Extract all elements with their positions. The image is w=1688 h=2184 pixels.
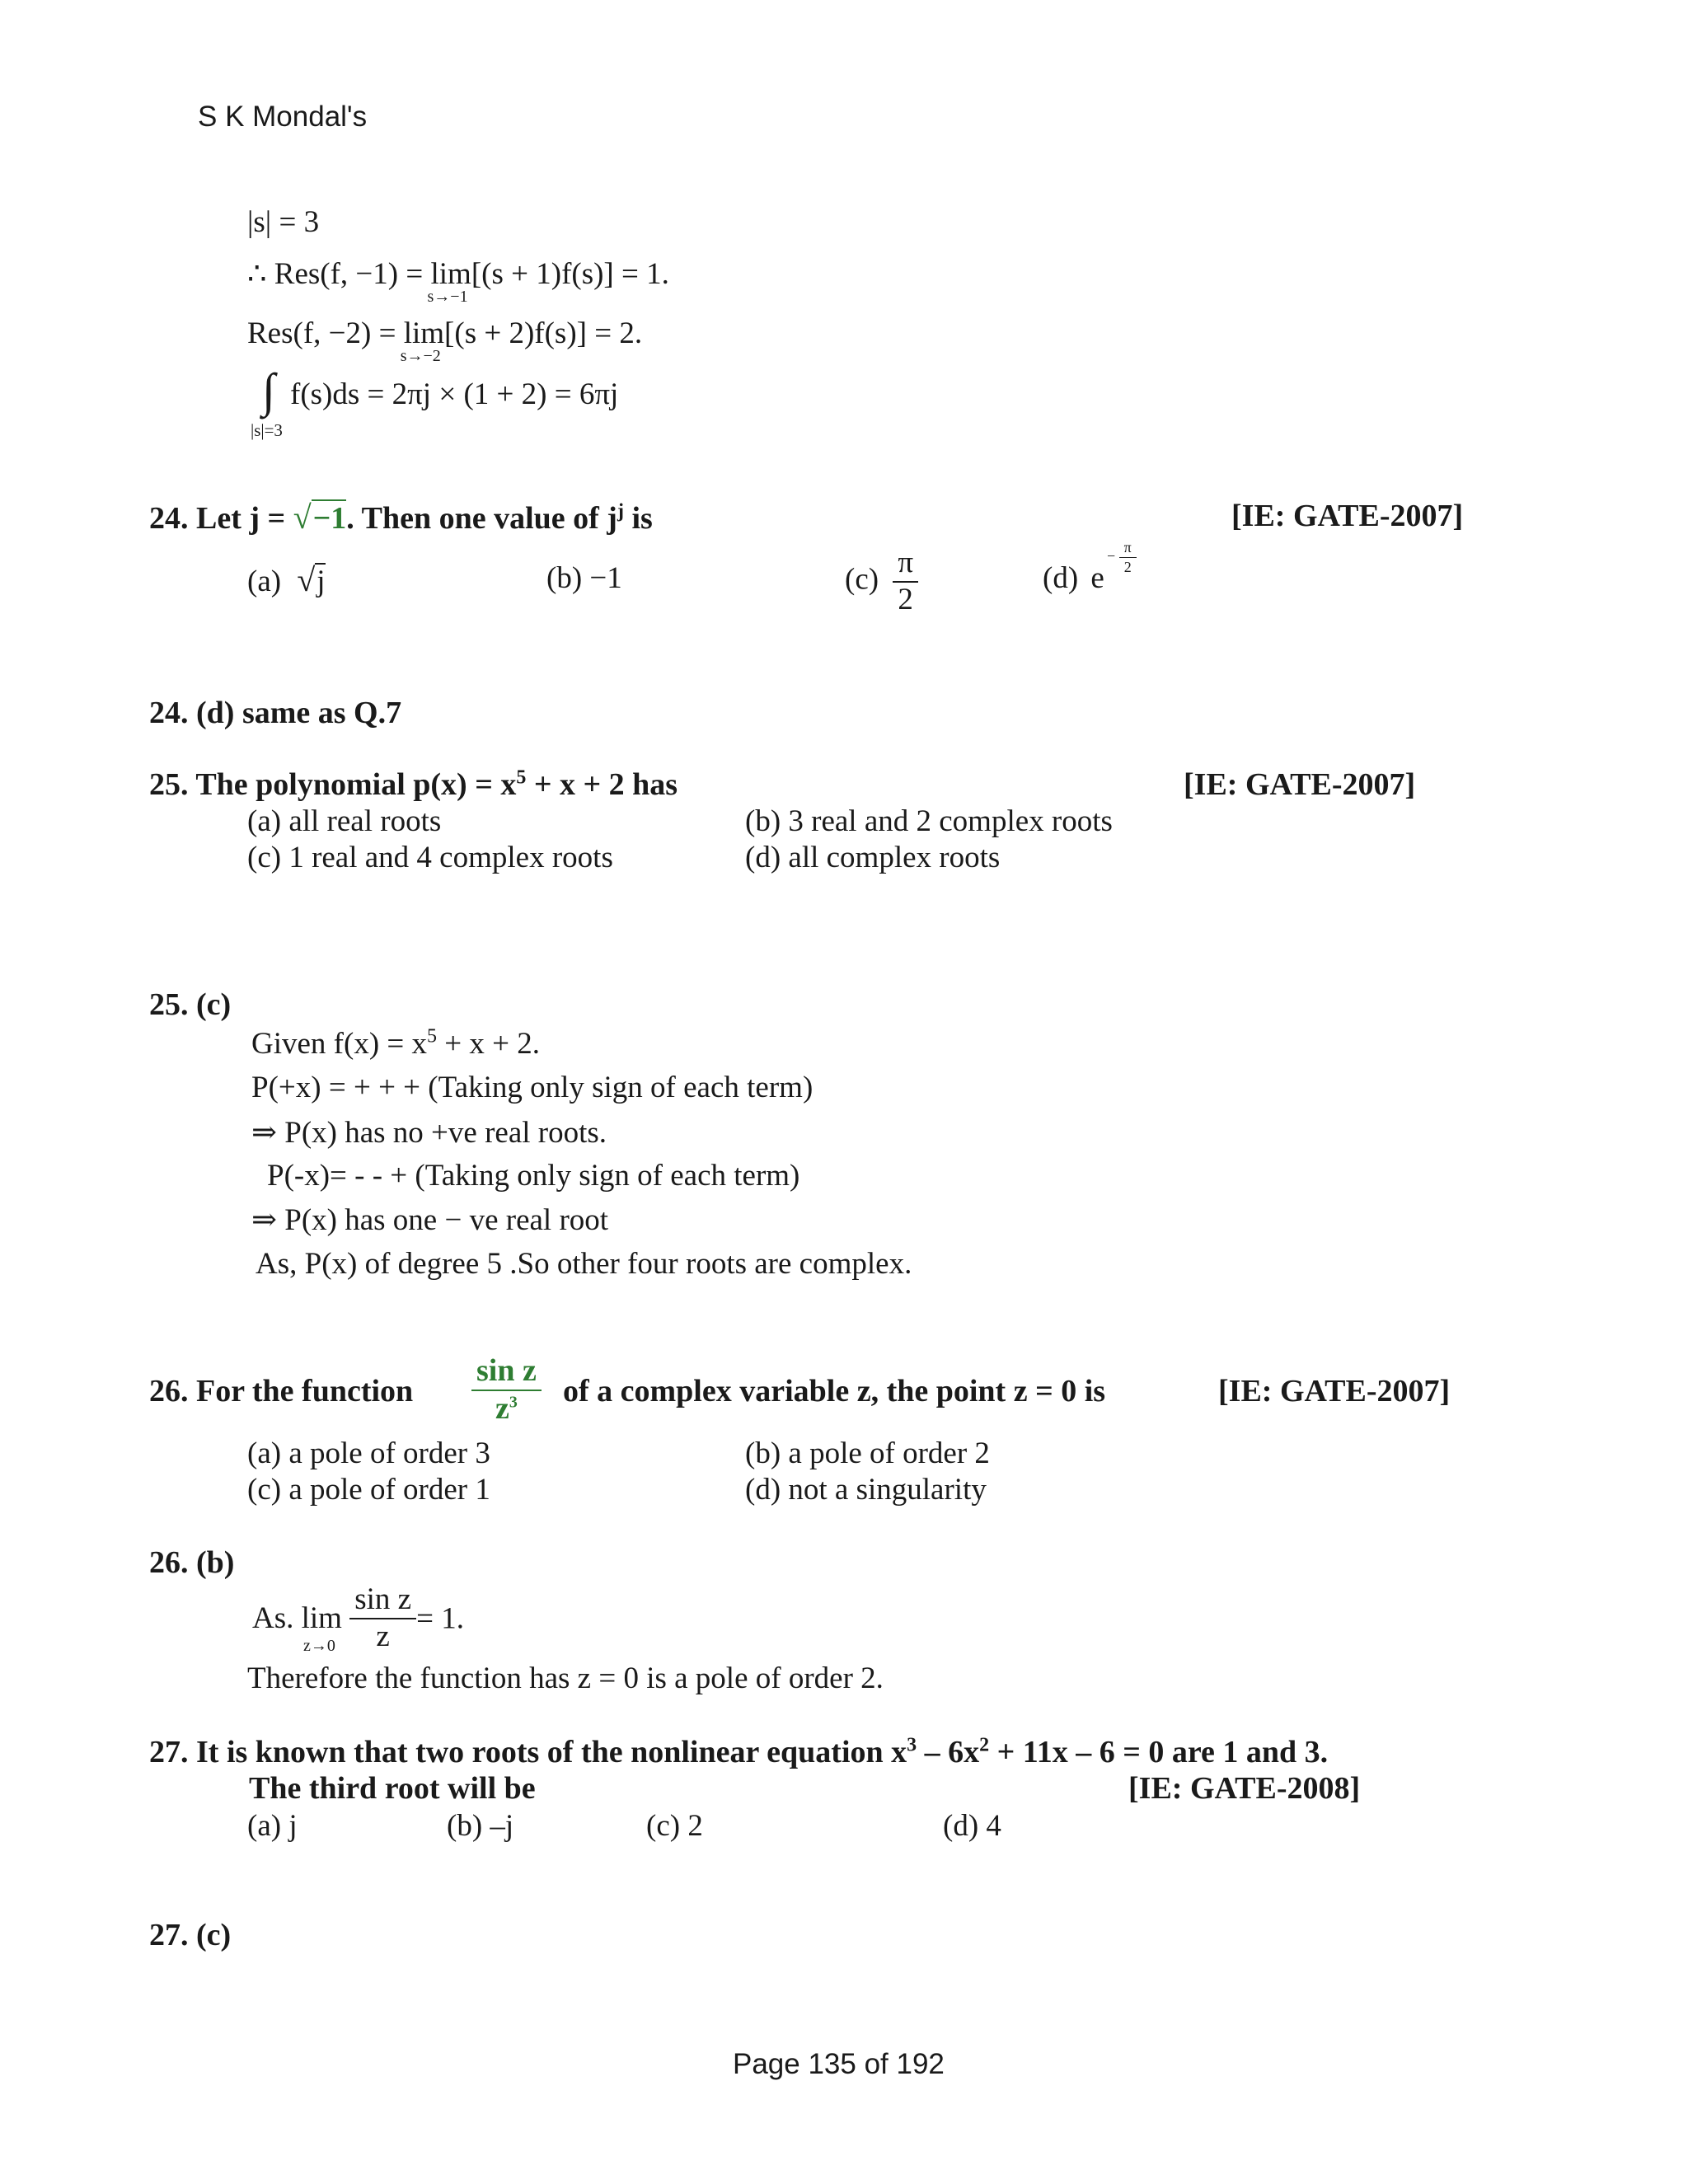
- residue-1-body: [(s + 1)f(s)] = 1.: [471, 257, 669, 291]
- residue-2-body: [(s + 2)f(s)] = 2.: [444, 316, 643, 350]
- q25-option-a: (a) all real roots: [247, 804, 442, 838]
- solution-residue-1: [247, 255, 669, 306]
- q27-stem-a: 27. It is known that two roots of the nonlinear equation x: [149, 1735, 907, 1769]
- q24-option-c: [845, 547, 918, 616]
- q24-stem-suffix: is: [623, 501, 653, 536]
- q24-stem-prefix: 24. Let j =: [149, 501, 293, 536]
- residue-1-prefix: ∴ Res(f, −1) =: [247, 257, 431, 291]
- q26-sol-suffix: = 1.: [416, 1601, 464, 1636]
- q25-solution-line-4: P(-x)= - - + (Taking only sign of each term): [267, 1159, 800, 1193]
- q24-option-a-value: j: [316, 565, 326, 598]
- page-number: Page 135 of 192: [733, 2048, 945, 2080]
- q25-option-b: (b) 3 real and 2 complex roots: [745, 804, 1113, 838]
- q26-fraction-num: sin z: [471, 1355, 542, 1391]
- q25-stem-sup: 5: [516, 766, 527, 789]
- integral-equation: f(s)ds = 2πj × (1 + 2) = 6πj: [290, 377, 619, 411]
- q26-solution-conclusion: Therefore the function has z = 0 is a pole of order 2.: [247, 1661, 884, 1695]
- q25-solution-line-2: P(+x) = + + + (Taking only sign of each term): [251, 1071, 814, 1104]
- q26-sol-num: sin z: [349, 1584, 416, 1619]
- q25-solution-line-3: ⇒ P(x) has no +ve real roots.: [251, 1116, 607, 1150]
- q24-option-c-label: (c): [845, 562, 879, 597]
- q25-option-c: (c) 1 real and 4 complex roots: [247, 841, 613, 874]
- residue-1-lim: lim: [430, 257, 471, 291]
- integral-sign: ∫: [262, 363, 275, 417]
- answer-27: 27. (c): [149, 1918, 232, 1952]
- q24-option-c-num: π: [893, 547, 918, 583]
- running-header: S K Mondal's: [198, 101, 368, 133]
- q27-option-d: (d) 4: [943, 1809, 1001, 1843]
- question-27-source: [IE: GATE-2008]: [1128, 1771, 1361, 1806]
- q26-fraction: [471, 1355, 542, 1426]
- q24-option-d-exponent: [1107, 540, 1137, 575]
- sqrt-symbol: √: [297, 561, 316, 598]
- integral-subscript: |s|=3: [251, 420, 283, 440]
- q25-stem-prefix: 25. The polynomial p(x) = x: [149, 767, 517, 802]
- q26-option-d: (d) not a singularity: [745, 1473, 987, 1507]
- q27-stem-sup2: 2: [979, 1734, 990, 1756]
- q24-option-b: (b) −1: [546, 561, 622, 595]
- q25-solution-line-6: As, P(x) of degree 5 .So other four roots are complex.: [256, 1247, 912, 1281]
- q25-solution-line-5: ⇒ P(x) has one − ve real root: [251, 1203, 609, 1237]
- q26-sol-prefix: As. lim: [252, 1601, 342, 1636]
- q25-sol1-suffix: + x + 2.: [437, 1027, 540, 1061]
- q24-option-d-exp-den: 2: [1123, 558, 1132, 575]
- residue-1-limsub: s→−1: [427, 288, 468, 306]
- q26-solution-limit: [252, 1582, 464, 1656]
- q24-option-c-den: 2: [898, 582, 913, 616]
- q26-option-a: (a) a pole of order 3: [247, 1436, 490, 1470]
- q24-option-d-label: (d): [1043, 561, 1079, 595]
- question-25-stem: [149, 766, 678, 803]
- residue-2-lim: lim: [403, 316, 445, 350]
- q26-option-b: (b) a pole of order 2: [745, 1436, 990, 1470]
- q27-stem-sup1: 3: [907, 1734, 917, 1756]
- q24-option-d: [1043, 560, 1104, 596]
- solution-residue-2: [247, 316, 643, 365]
- q26-fraction-den-sup: 3: [509, 1393, 518, 1412]
- q27-stem-b: – 6x: [917, 1735, 980, 1769]
- q24-option-d-base: e: [1090, 561, 1104, 595]
- residue-2-prefix: Res(f, −2) =: [247, 316, 404, 350]
- q24-option-d-exp-sign: −: [1107, 547, 1116, 565]
- answer-24: 24. (d) same as Q.7: [149, 696, 402, 730]
- q26-fraction-den: z: [495, 1390, 509, 1426]
- q26-sol-den: z: [376, 1619, 390, 1653]
- q24-stem-sup: j: [617, 500, 624, 523]
- question-26-source: [IE: GATE-2007]: [1218, 1374, 1451, 1408]
- q27-option-b: (b) –j: [447, 1809, 514, 1843]
- sqrt-minus-one: √−1: [293, 499, 347, 536]
- q27-stem-c: + 11x – 6 = 0 are 1 and 3.: [989, 1735, 1329, 1769]
- q24-radical-value: −1: [312, 501, 347, 536]
- q27-option-c: (c) 2: [646, 1809, 703, 1843]
- question-24-source: [IE: GATE-2007]: [1231, 499, 1464, 533]
- q25-stem-suffix: + x + 2 has: [526, 767, 678, 802]
- question-25-source: [IE: GATE-2007]: [1184, 767, 1416, 802]
- q24-stem-mid: . Then one value of j: [346, 501, 617, 536]
- q25-option-d: (d) all complex roots: [745, 841, 1001, 874]
- q26-option-c: (c) a pole of order 1: [247, 1473, 490, 1507]
- q25-sol1-sup: 5: [427, 1025, 438, 1047]
- solution-line-modulus: |s| = 3: [247, 205, 320, 239]
- answer-25: 25. (c): [149, 987, 232, 1022]
- residue-2-limsub: s→−2: [400, 347, 441, 365]
- question-26-stem-prefix: 26. For the function: [149, 1374, 414, 1408]
- answer-26: 26. (b): [149, 1545, 235, 1580]
- question-24-stem: [149, 498, 653, 537]
- question-27-stem: [149, 1734, 1328, 1770]
- q25-sol1-prefix: Given f(x) = x: [251, 1027, 428, 1061]
- question-27-stem-line-2: The third root will be: [249, 1771, 536, 1806]
- q24-option-d-exp-num: π: [1119, 540, 1137, 558]
- question-26-stem-suffix: of a complex variable z, the point z = 0 is: [563, 1374, 1106, 1408]
- q24-option-a: [247, 560, 326, 599]
- q26-sol-limsub: z→0: [303, 1637, 335, 1656]
- q24-option-a-label: (a): [247, 565, 282, 598]
- q25-solution-line-1: [251, 1026, 540, 1062]
- q27-option-a: (a) j: [247, 1809, 298, 1843]
